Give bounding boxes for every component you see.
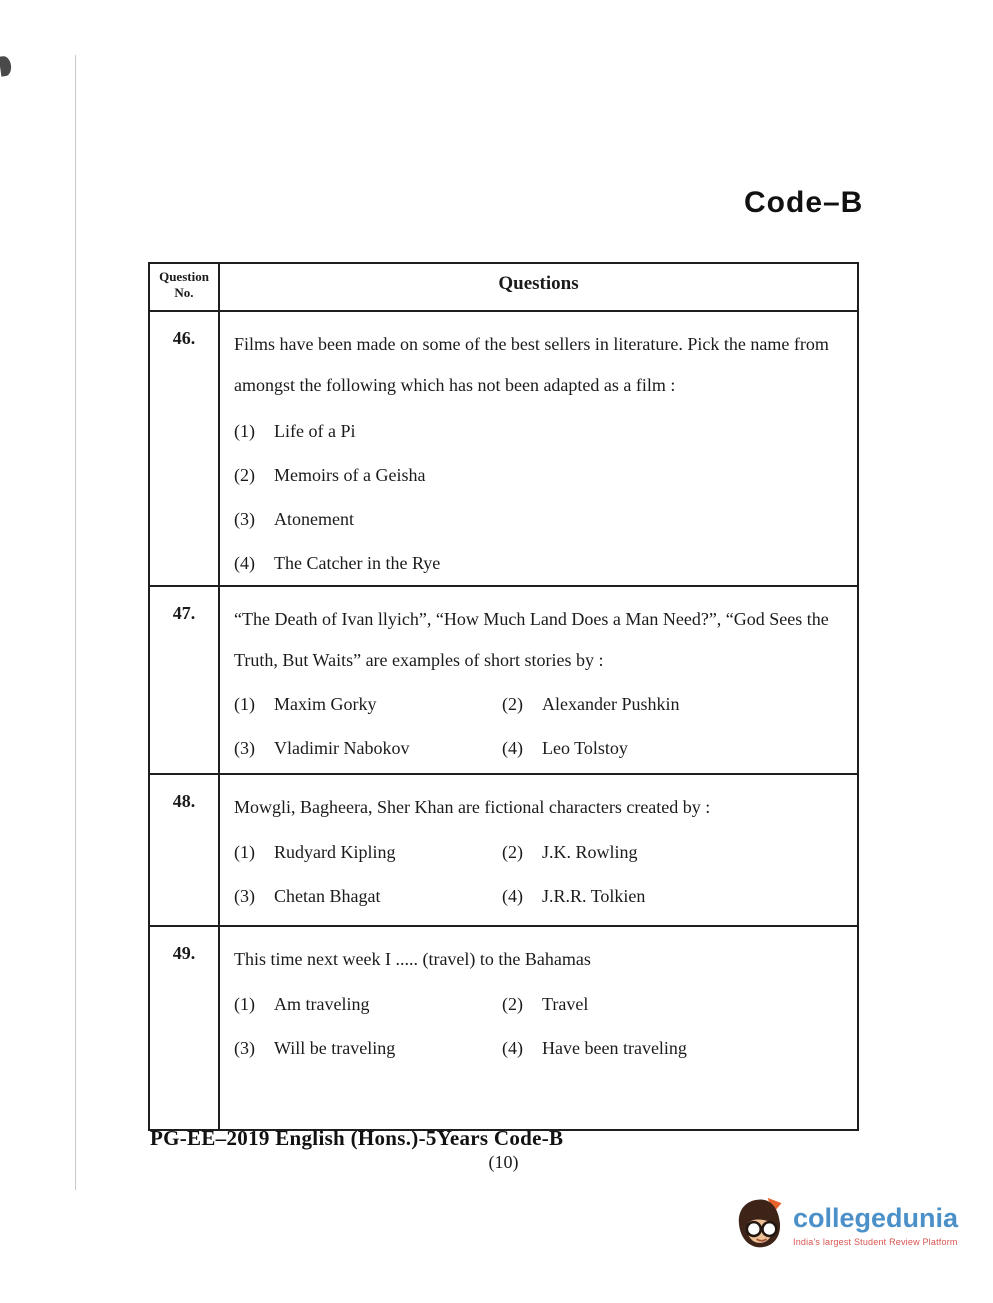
option-item bbox=[502, 830, 843, 874]
option-label: (4) bbox=[502, 1037, 523, 1058]
option-item bbox=[502, 682, 843, 726]
option-label: (4) bbox=[234, 553, 255, 574]
col-header-question-no: Question No. bbox=[150, 264, 220, 310]
option-text: Vladimir Nabokov bbox=[274, 738, 410, 759]
col-header-questions: Questions bbox=[498, 273, 579, 294]
option-text: The Catcher in the Rye bbox=[274, 553, 441, 574]
options-list bbox=[234, 982, 843, 1070]
option-text: J.K. Rowling bbox=[542, 841, 638, 862]
option-label: (3) bbox=[234, 1037, 255, 1058]
option-text: Maxim Gorky bbox=[274, 694, 377, 715]
option-item bbox=[234, 541, 843, 585]
option-text: Memoirs of a Geisha bbox=[274, 465, 426, 486]
option-item bbox=[502, 1026, 843, 1070]
mascot-icon bbox=[733, 1196, 785, 1255]
option-item bbox=[234, 453, 843, 497]
option-text: Leo Tolstoy bbox=[542, 738, 628, 759]
option-item bbox=[234, 830, 502, 874]
option-label: (4) bbox=[502, 885, 523, 906]
option-label: (3) bbox=[234, 885, 255, 906]
question-number: 46. bbox=[150, 312, 220, 585]
option-label: (2) bbox=[502, 694, 523, 715]
options-list bbox=[234, 682, 843, 770]
question-text: “The Death of Ivan llyich”, “How Much Land Does a Man Need?”, “God Sees the Truth, But Waits” are examples of short stories by : bbox=[234, 609, 829, 670]
option-label: (3) bbox=[234, 738, 255, 759]
scan-artifact-line bbox=[75, 55, 76, 1190]
option-item bbox=[234, 409, 843, 453]
option-label: (1) bbox=[234, 694, 255, 715]
option-text: Chetan Bhagat bbox=[274, 885, 381, 906]
option-label: (2) bbox=[502, 993, 523, 1014]
option-text: Travel bbox=[542, 993, 589, 1014]
option-item bbox=[234, 682, 502, 726]
option-text: Atonement bbox=[274, 509, 354, 530]
option-item bbox=[234, 874, 502, 918]
code-label: Code–B bbox=[744, 186, 864, 219]
question-row-47 bbox=[150, 585, 857, 773]
scan-artifact-mark bbox=[0, 55, 12, 76]
question-text: Films have been made on some of the best sellers in literature. Pick the name from amongst the following which has not been adapted as a film : bbox=[234, 334, 829, 395]
page-number: (10) bbox=[488, 1152, 519, 1172]
options-list bbox=[234, 830, 843, 918]
option-item bbox=[234, 497, 843, 541]
question-row-49 bbox=[150, 925, 857, 1129]
option-item bbox=[502, 874, 843, 918]
question-row-48 bbox=[150, 773, 857, 925]
option-text: Rudyard Kipling bbox=[274, 841, 396, 862]
option-label: (2) bbox=[234, 465, 255, 486]
option-label: (3) bbox=[234, 509, 255, 530]
option-text: Have been traveling bbox=[542, 1037, 687, 1058]
option-item bbox=[234, 1026, 502, 1070]
option-label: (4) bbox=[502, 738, 523, 759]
option-text: Am traveling bbox=[274, 993, 370, 1014]
question-text: This time next week I ..... (travel) to the Bahamas bbox=[234, 949, 591, 970]
option-text: Life of a Pi bbox=[274, 421, 356, 441]
brand-name: collegedunia bbox=[793, 1203, 959, 1234]
options-list bbox=[234, 409, 843, 585]
option-item bbox=[234, 982, 502, 1026]
option-text: Alexander Pushkin bbox=[542, 694, 680, 715]
option-item bbox=[502, 982, 843, 1026]
footer-exam-code: PG-EE–2019 English (Hons.)-5Years Code-B bbox=[150, 1126, 564, 1150]
table-header-row bbox=[150, 264, 857, 310]
option-label: (1) bbox=[234, 993, 255, 1014]
option-label: (1) bbox=[234, 421, 255, 441]
option-text: Will be traveling bbox=[274, 1037, 396, 1058]
question-text: Mowgli, Bagheera, Sher Khan are fictional characters created by : bbox=[234, 797, 711, 818]
brand-logo bbox=[733, 1196, 958, 1255]
option-label: (1) bbox=[234, 841, 255, 862]
question-number: 49. bbox=[150, 927, 220, 1129]
question-number: 47. bbox=[150, 587, 220, 773]
option-item bbox=[234, 726, 502, 770]
option-label: (2) bbox=[502, 841, 523, 862]
brand-tagline: India's largest Student Review Platform bbox=[793, 1236, 958, 1247]
option-item bbox=[502, 726, 843, 770]
question-number: 48. bbox=[150, 775, 220, 925]
questions-table bbox=[148, 262, 859, 1131]
option-text: J.R.R. Tolkien bbox=[542, 885, 646, 906]
question-row-46 bbox=[150, 310, 857, 585]
